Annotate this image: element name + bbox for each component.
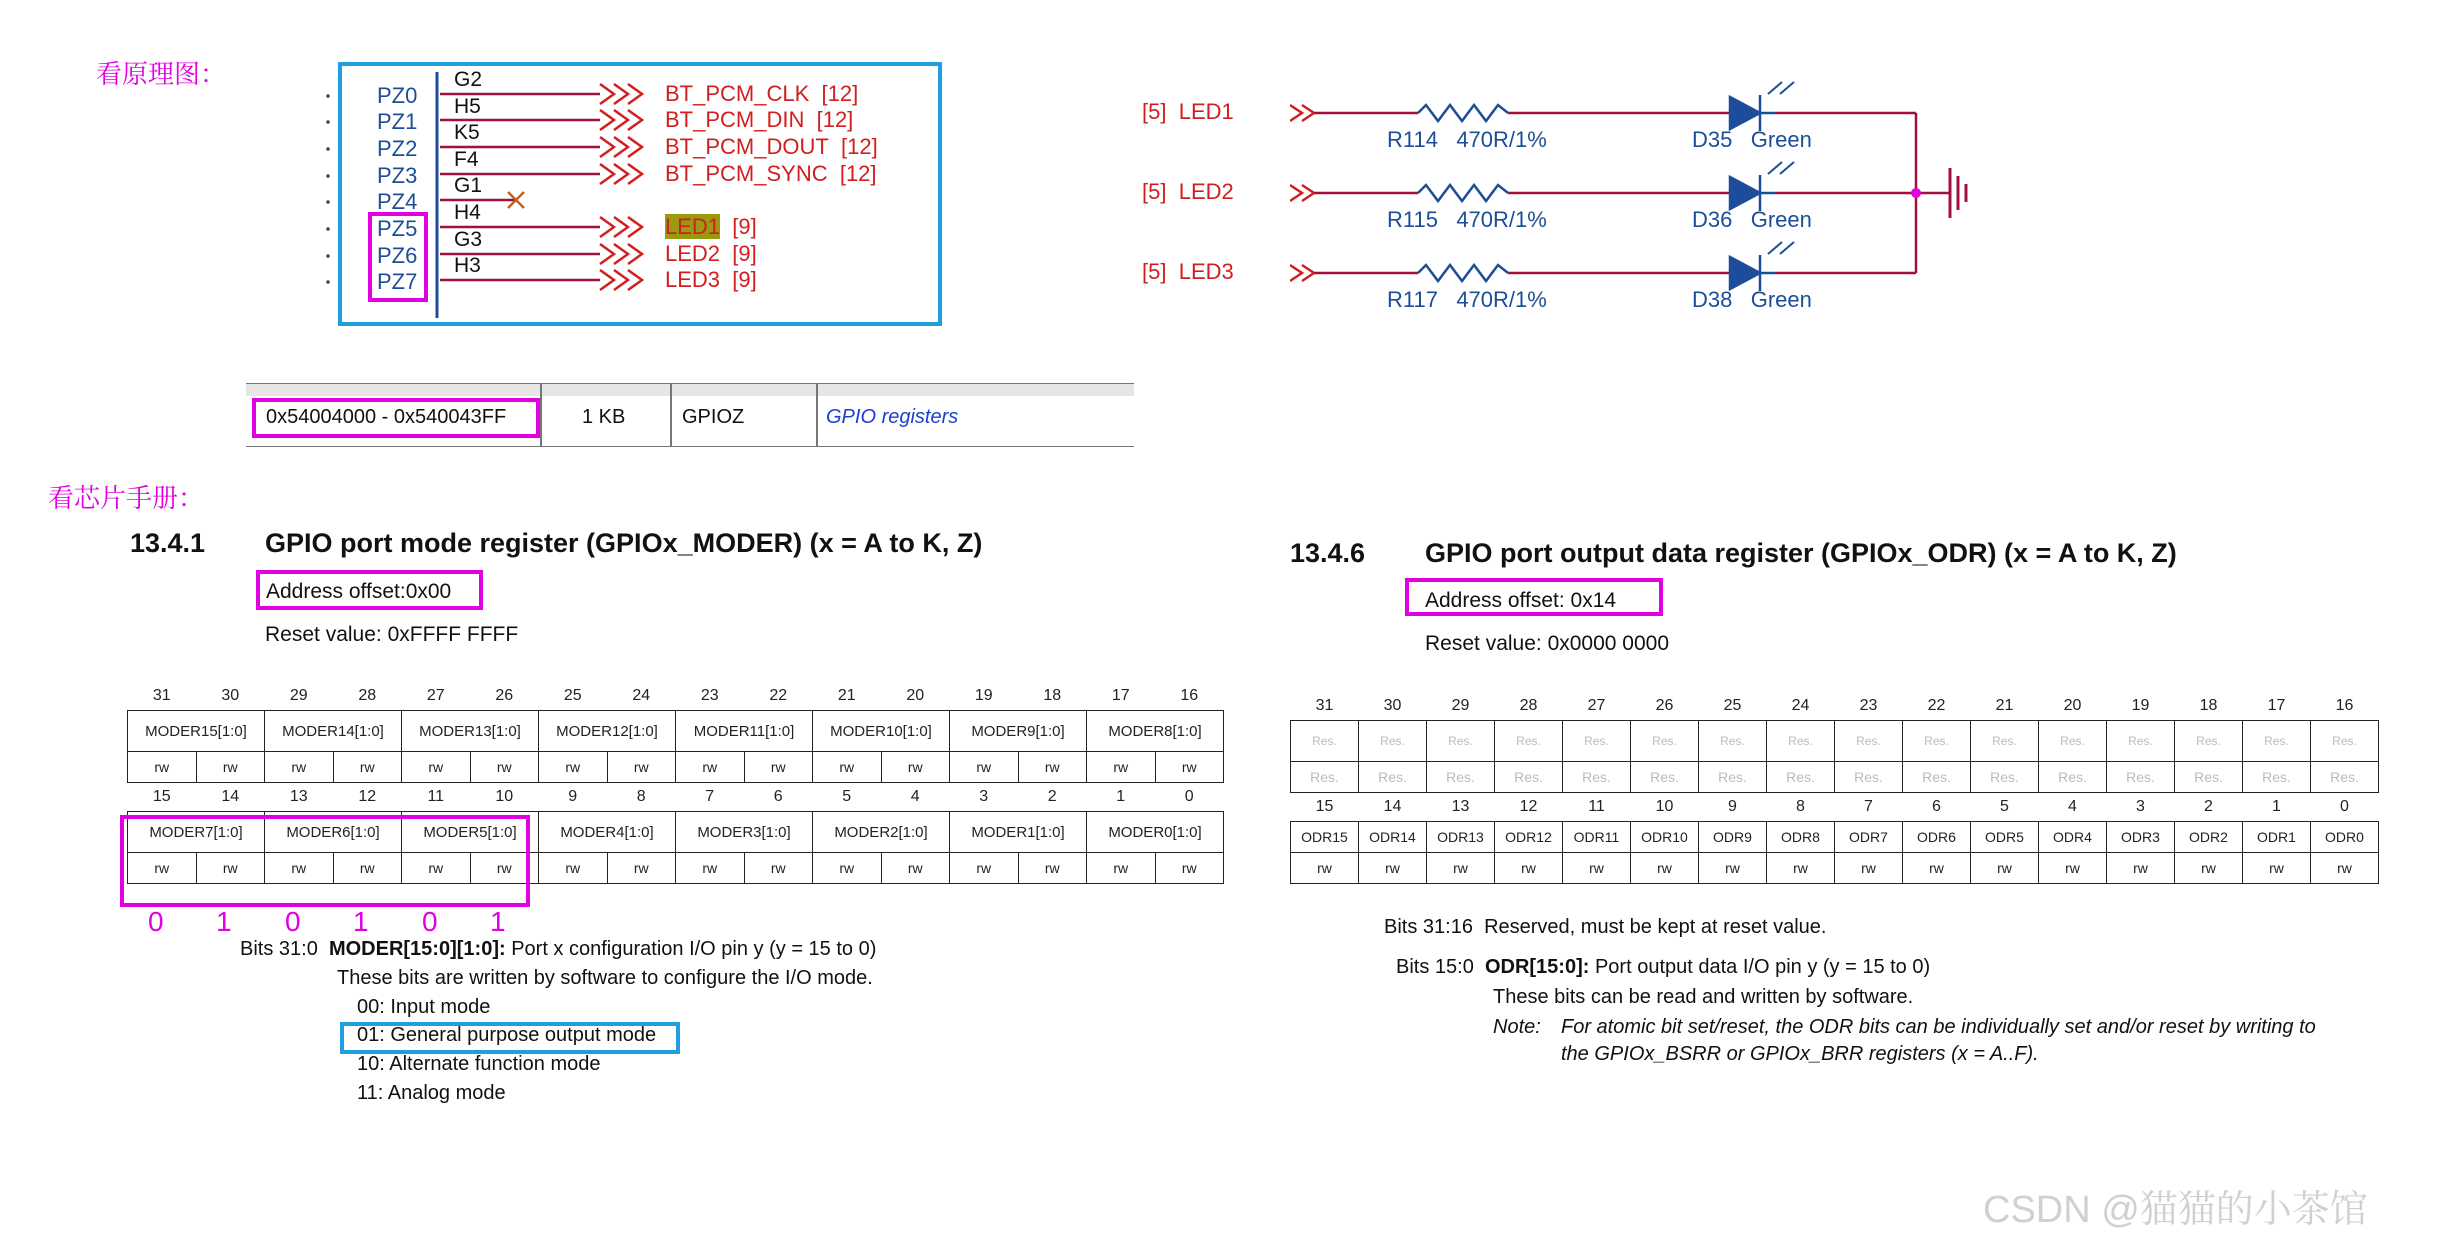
bit-number: 15 xyxy=(152,788,171,805)
bit-number: 30 xyxy=(1383,697,1402,714)
odr-note-line1: For atomic bit set/reset, the ODR bits can be individually set and/or reset by writing to xyxy=(1561,1016,2316,1038)
bit-number: 2 xyxy=(2204,798,2213,815)
gpio-registers-link[interactable]: GPIO registers xyxy=(826,406,959,428)
bit-number: 9 xyxy=(568,788,578,805)
register-field: MODER7[1:0] xyxy=(128,812,265,853)
access-type: rw xyxy=(2107,853,2175,884)
bit-number: 23 xyxy=(700,687,719,704)
bit-number: 5 xyxy=(842,788,852,805)
access-type: rw xyxy=(607,752,676,783)
access-type: rw xyxy=(402,752,471,783)
register-field: ODR9 xyxy=(1699,822,1767,853)
bit-number: 31 xyxy=(1315,697,1334,714)
bit-number: 14 xyxy=(221,788,240,805)
register-field: MODER14[1:0] xyxy=(265,711,402,752)
access-type: rw xyxy=(1495,853,1563,884)
reserved-field: Res. xyxy=(1767,721,1835,762)
access-type: rw xyxy=(402,853,471,884)
net-bt-pcm-sync: BT_PCM_SYNC [12] xyxy=(665,161,877,186)
pin-pz3: PZ3 xyxy=(377,163,418,188)
ball-k5: K5 xyxy=(454,121,480,144)
bit-number: 10 xyxy=(495,788,514,805)
reserved-field: Res. xyxy=(2243,762,2311,793)
net-bt-pcm-dout: BT_PCM_DOUT [12] xyxy=(665,134,878,159)
register-field: ODR12 xyxy=(1495,822,1563,853)
reserved-field: Res. xyxy=(1359,762,1427,793)
reserved-field: Res. xyxy=(2311,721,2379,762)
moder-offset-highlight xyxy=(256,570,483,610)
reserved-field: Res. xyxy=(1835,721,1903,762)
diode-d36: D36 Green xyxy=(1692,207,1812,232)
bit-number: 12 xyxy=(358,788,377,805)
register-field: MODER12[1:0] xyxy=(539,711,676,752)
ball-h3: H3 xyxy=(454,254,481,277)
reserved-field: Res. xyxy=(1631,762,1699,793)
net-led2: LED2 [9] xyxy=(665,241,757,266)
access-type: rw xyxy=(539,853,608,884)
bit-number: 15 xyxy=(1315,798,1334,815)
bit-number: 27 xyxy=(426,687,445,704)
access-type: rw xyxy=(1835,853,1903,884)
bit-number: 19 xyxy=(2131,697,2150,714)
pz5-pz7-highlight xyxy=(368,212,428,302)
access-type: rw xyxy=(744,853,813,884)
reserved-field: Res. xyxy=(1631,721,1699,762)
access-type: rw xyxy=(333,752,402,783)
reserved-field: Res. xyxy=(1699,721,1767,762)
watermark: CSDN @猫猫的小茶馆 xyxy=(1983,1189,2368,1231)
reserved-field: Res. xyxy=(1971,721,2039,762)
ball-h4: H4 xyxy=(454,201,481,224)
bit-number: 9 xyxy=(1728,798,1737,815)
odr-note-line2: the GPIOx_BSRR or GPIOx_BRR registers (x = A..F). xyxy=(1561,1043,2039,1065)
reserved-field: Res. xyxy=(1359,721,1427,762)
odr-bits-description: Bits 15:0 ODR[15:0]: Port output data I/O pin y (y = 15 to 0) xyxy=(1396,956,1931,978)
reserved-field: Res. xyxy=(1291,762,1359,793)
register-field: ODR10 xyxy=(1631,822,1699,853)
pin-pz0: PZ0 xyxy=(377,83,418,108)
bit-number: 26 xyxy=(1655,697,1674,714)
register-field: MODER11[1:0] xyxy=(676,711,813,752)
bit-number: 21 xyxy=(1995,697,2014,714)
bit-number: 29 xyxy=(289,687,308,704)
register-field: MODER2[1:0] xyxy=(813,812,950,853)
register-field: MODER9[1:0] xyxy=(950,711,1087,752)
moder-section-number: 13.4.1 xyxy=(130,528,206,558)
register-field: MODER5[1:0] xyxy=(402,812,539,853)
access-type: rw xyxy=(676,752,745,783)
bit-number: 30 xyxy=(221,687,240,704)
odr-reset-value: Reset value: 0x0000 0000 xyxy=(1425,632,1670,655)
bit-number: 3 xyxy=(2136,798,2145,815)
moder-address-offset: Address offset:0x00 xyxy=(266,580,452,603)
access-type: rw xyxy=(2175,853,2243,884)
access-type: rw xyxy=(607,853,676,884)
net-bt-pcm-din: BT_PCM_DIN [12] xyxy=(665,107,854,132)
access-type: rw xyxy=(744,752,813,783)
written-bit: 0 xyxy=(148,906,164,937)
register-field: ODR4 xyxy=(2039,822,2107,853)
bit-number: 0 xyxy=(1184,788,1194,805)
bit-number: 2 xyxy=(1047,788,1057,805)
bit-number: 4 xyxy=(910,788,920,805)
access-type: rw xyxy=(2039,853,2107,884)
bit-number: 21 xyxy=(837,687,856,704)
col-divider xyxy=(816,384,818,446)
bit-number: 5 xyxy=(2000,798,2009,815)
bit-number: 11 xyxy=(1588,798,1605,815)
net-bt-pcm-clk: BT_PCM_CLK [12] xyxy=(665,81,859,106)
moder-bits-description: Bits 31:0 MODER[15:0][1:0]: Port x configuration I/O pin y (y = 15 to 0) xyxy=(240,938,877,960)
led3-input: [5] LED3 xyxy=(1142,259,1234,284)
register-field: ODR0 xyxy=(2311,822,2379,853)
bit-number: 0 xyxy=(2340,798,2349,815)
register-field: ODR7 xyxy=(1835,822,1903,853)
access-type: rw xyxy=(1971,853,2039,884)
register-field: MODER1[1:0] xyxy=(950,812,1087,853)
register-field: MODER3[1:0] xyxy=(676,812,813,853)
reserved-field: Res. xyxy=(1835,762,1903,793)
register-field: MODER8[1:0] xyxy=(1087,711,1224,752)
bit-number: 8 xyxy=(636,788,646,805)
pin-pz5: PZ5 xyxy=(377,216,418,241)
odr-section-number: 13.4.6 xyxy=(1290,538,1366,568)
reserved-field: Res. xyxy=(2039,721,2107,762)
bit-number: 7 xyxy=(1864,798,1873,815)
reserved-field: Res. xyxy=(2175,762,2243,793)
bit-number: 18 xyxy=(1043,687,1062,704)
bit-number: 1 xyxy=(2272,798,2281,815)
access-type: rw xyxy=(1563,853,1631,884)
register-field: ODR8 xyxy=(1767,822,1835,853)
register-field: MODER10[1:0] xyxy=(813,711,950,752)
reserved-field: Res. xyxy=(1495,762,1563,793)
register-field: ODR2 xyxy=(2175,822,2243,853)
access-type: rw xyxy=(1767,853,1835,884)
schematic-label: 看原理图： xyxy=(96,59,227,89)
reserved-field: Res. xyxy=(2311,762,2379,793)
access-type: rw xyxy=(128,752,197,783)
reserved-field: Res. xyxy=(1495,721,1563,762)
mode-analog: 11: Analog mode xyxy=(357,1082,506,1104)
bit-number: 12 xyxy=(1519,798,1538,815)
bit-number: 29 xyxy=(1451,697,1470,714)
access-type: rw xyxy=(1018,853,1087,884)
bit-number: 20 xyxy=(906,687,925,704)
pin-pz4: PZ4 xyxy=(377,189,418,214)
bit-number: 4 xyxy=(2068,798,2077,815)
reserved-field: Res. xyxy=(1699,762,1767,793)
bit-number: 24 xyxy=(1791,697,1810,714)
odr-register-table xyxy=(1290,692,2379,884)
mode-input: 00: Input mode xyxy=(357,996,491,1018)
bit-number: 26 xyxy=(495,687,514,704)
bit-number: 17 xyxy=(2267,697,2286,714)
register-field: MODER13[1:0] xyxy=(402,711,539,752)
access-type: rw xyxy=(470,853,539,884)
access-type: rw xyxy=(881,853,950,884)
odr-section-title: GPIO port output data register (GPIOx_ODR) (x = A to K, Z) xyxy=(1425,538,2177,568)
moder-section-title: GPIO port mode register (GPIOx_MODER) (x = A to K, Z) xyxy=(265,528,983,558)
access-type: rw xyxy=(1359,853,1427,884)
access-type: rw xyxy=(1631,853,1699,884)
bit-number: 10 xyxy=(1655,798,1674,815)
bit-number: 7 xyxy=(705,788,715,805)
access-type: rw xyxy=(813,752,882,783)
register-field: ODR11 xyxy=(1563,822,1631,853)
bit-number: 17 xyxy=(1111,687,1130,704)
access-type: rw xyxy=(676,853,745,884)
memory-size: 1 KB xyxy=(582,406,626,428)
bit-number: 6 xyxy=(1932,798,1941,815)
reserved-field: Res. xyxy=(1971,762,2039,793)
reserved-field: Res. xyxy=(2175,721,2243,762)
pin-pz7: PZ7 xyxy=(377,269,418,294)
bit-number: 31 xyxy=(152,687,171,704)
access-type: rw xyxy=(2243,853,2311,884)
access-type: rw xyxy=(470,752,539,783)
bit-number: 1 xyxy=(1116,788,1126,805)
written-bit: 1 xyxy=(353,906,369,937)
ball-f4: F4 xyxy=(454,148,479,171)
resistor-r117: R117 470R/1% xyxy=(1387,287,1547,312)
memory-map-header xyxy=(246,384,1134,396)
written-bit: 0 xyxy=(422,906,438,937)
access-type: rw xyxy=(539,752,608,783)
access-type: rw xyxy=(813,853,882,884)
bit-number: 28 xyxy=(1519,697,1538,714)
bit-number: 18 xyxy=(2199,697,2218,714)
register-field: ODR3 xyxy=(2107,822,2175,853)
diode-d35: D35 Green xyxy=(1692,127,1812,152)
register-field: ODR5 xyxy=(1971,822,2039,853)
bit-number: 3 xyxy=(979,788,989,805)
resistor-r114: R114 470R/1% xyxy=(1387,127,1547,152)
bit-number: 19 xyxy=(974,687,993,704)
written-bit: 1 xyxy=(216,906,232,937)
bit-number: 11 xyxy=(427,788,445,805)
led2-input: [5] LED2 xyxy=(1142,179,1234,204)
odr-address-offset: Address offset: 0x14 xyxy=(1425,589,1617,612)
bit-number: 23 xyxy=(1859,697,1878,714)
mode-alternate: 10: Alternate function mode xyxy=(357,1053,601,1075)
access-type: rw xyxy=(950,853,1019,884)
access-type: rw xyxy=(265,752,334,783)
memory-range-highlight xyxy=(252,398,540,438)
register-field: ODR15 xyxy=(1291,822,1359,853)
reserved-field: Res. xyxy=(1563,762,1631,793)
memory-peripheral: GPIOZ xyxy=(682,406,745,428)
access-type: rw xyxy=(333,853,402,884)
bit-number: 22 xyxy=(769,687,788,704)
access-type: rw xyxy=(265,853,334,884)
reserved-field: Res. xyxy=(1767,762,1835,793)
bit-number: 24 xyxy=(632,687,651,704)
register-field: MODER4[1:0] xyxy=(539,812,676,853)
access-type: rw xyxy=(1291,853,1359,884)
net-led3: LED3 [9] xyxy=(665,267,757,292)
memory-range: 0x54004000 - 0x540043FF xyxy=(266,406,507,428)
access-type: rw xyxy=(1155,752,1224,783)
ball-g2: G2 xyxy=(454,68,483,91)
net-led1: LED1 [9] xyxy=(665,214,757,239)
bit-number: 27 xyxy=(1587,697,1606,714)
bit-number: 25 xyxy=(563,687,582,704)
access-type: rw xyxy=(1155,853,1224,884)
register-field: ODR13 xyxy=(1427,822,1495,853)
register-field: MODER0[1:0] xyxy=(1087,812,1224,853)
pin-pz6: PZ6 xyxy=(377,243,418,268)
access-type: rw xyxy=(1903,853,1971,884)
written-bits xyxy=(127,906,538,940)
odr-offset-highlight xyxy=(1405,578,1663,616)
bit-number: 16 xyxy=(1180,687,1199,704)
bit-number: 14 xyxy=(1383,798,1402,815)
bit-number: 6 xyxy=(773,788,783,805)
reserved-field: Res. xyxy=(2039,762,2107,793)
odr-note-label: Note: xyxy=(1493,1016,1541,1038)
bit-number: 22 xyxy=(1927,697,1946,714)
mode-output: 01: General purpose output mode xyxy=(357,1024,657,1046)
access-type: rw xyxy=(1087,853,1156,884)
moder-reset-value: Reset value: 0xFFFF FFFF xyxy=(265,623,519,646)
odr-desc-line2: These bits can be read and written by software. xyxy=(1493,986,1914,1008)
bit-number: 13 xyxy=(289,788,308,805)
access-type: rw xyxy=(1427,853,1495,884)
bit-number: 8 xyxy=(1796,798,1805,815)
written-bit: 0 xyxy=(285,906,301,937)
access-type: rw xyxy=(2311,853,2379,884)
register-field: MODER6[1:0] xyxy=(265,812,402,853)
access-type: rw xyxy=(196,853,265,884)
register-field: ODR1 xyxy=(2243,822,2311,853)
bit-number: 13 xyxy=(1451,798,1470,815)
ball-h5: H5 xyxy=(454,95,481,118)
reserved-field: Res. xyxy=(2243,721,2311,762)
access-type: rw xyxy=(950,752,1019,783)
access-type: rw xyxy=(1087,752,1156,783)
reserved-field: Res. xyxy=(1291,721,1359,762)
reserved-field: Res. xyxy=(1427,721,1495,762)
reserved-field: Res. xyxy=(2107,762,2175,793)
register-field: ODR6 xyxy=(1903,822,1971,853)
pin-pz1: PZ1 xyxy=(377,109,418,134)
diode-d38: D38 Green xyxy=(1692,287,1812,312)
col-divider xyxy=(540,384,542,446)
written-bit: 1 xyxy=(490,906,506,937)
manual-label: 看芯片手册： xyxy=(48,483,205,513)
moder-desc-line2: These bits are written by software to configure the I/O mode. xyxy=(337,967,873,989)
bit-number: 20 xyxy=(2063,697,2082,714)
reserved-field: Res. xyxy=(1427,762,1495,793)
ball-g3: G3 xyxy=(454,228,483,251)
access-type: rw xyxy=(1699,853,1767,884)
reserved-field: Res. xyxy=(2107,721,2175,762)
reserved-field: Res. xyxy=(1563,721,1631,762)
bit-number: 25 xyxy=(1723,697,1742,714)
access-type: rw xyxy=(881,752,950,783)
odr-bits-reserved: Bits 31:16 Reserved, must be kept at reset value. xyxy=(1384,916,1827,938)
led1-input: [5] LED1 xyxy=(1142,99,1234,124)
bit-number: 16 xyxy=(2335,697,2354,714)
output-mode-highlight xyxy=(340,1022,680,1054)
ball-g1: G1 xyxy=(454,174,483,197)
access-type: rw xyxy=(196,752,265,783)
pin-pz2: PZ2 xyxy=(377,136,418,161)
access-type: rw xyxy=(128,853,197,884)
moder7-5-highlight xyxy=(120,815,530,907)
reserved-field: Res. xyxy=(1903,762,1971,793)
bit-number: 28 xyxy=(358,687,377,704)
reserved-field: Res. xyxy=(1903,721,1971,762)
col-divider xyxy=(670,384,672,446)
register-field: MODER15[1:0] xyxy=(128,711,265,752)
access-type: rw xyxy=(1018,752,1087,783)
register-field: ODR14 xyxy=(1359,822,1427,853)
resistor-r115: R115 470R/1% xyxy=(1387,207,1547,232)
